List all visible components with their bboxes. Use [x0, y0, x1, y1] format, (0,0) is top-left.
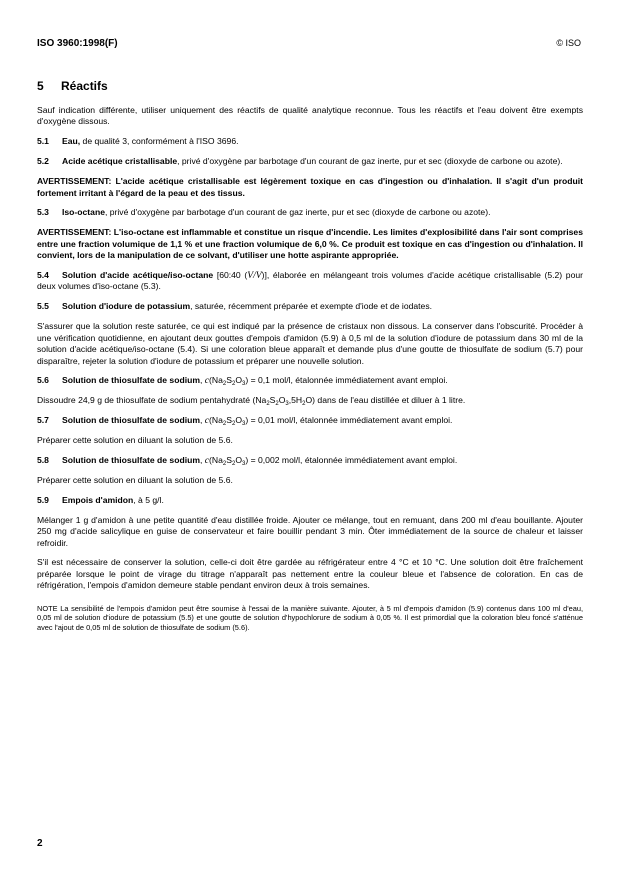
- item-5-7: 5.7 Solution de thiosulfate de sodium, $c(Na_2S_2O_3) = 0,01$ mol/l, étalonnée immédiatement avant emploi.: [37, 415, 453, 428]
- formula-na2s2o3: $(Na_2S_2O_3)$: [209, 415, 249, 428]
- warning-iso-octane: AVERTISSEMENT: L'iso-octane est inflammable et constitue un risque d'incendie. Les limites d'explosibilité dans l'air sont comprises entre une fraction volumique de 1,1 % et une fraction volumique de 6,0 %. Ce produit est toxique en cas d'ingestion ou d'inhalation. Il convient, lors de la manipulation de ce solvant, d'utiliser une hotte aspirante appropriée.: [37, 227, 583, 261]
- section-heading: [37, 79, 108, 93]
- item-5-9: 5.9 Empois d'amidon, à 5 g/l.: [37, 494, 164, 505]
- section-title: Réactifs: [61, 79, 108, 93]
- paragraph-5-6: Dissoudre 24,9 g de thiosulfate de sodium pentahydraté $(Na_2S_2O_3,5H_2O)$ dans de l'eau distillée et diluer à 1 litre.: [37, 395, 466, 408]
- paragraph-5-7: Préparer cette solution en diluant la solution de 5.6.: [37, 435, 233, 446]
- paragraph-5-5: S'assurer que la solution reste saturée, ce qui est indiqué par la présence de cristaux non dissous. La conserver dans l'obscurité. Procéder à une vérification quotidienne, en ajoutant deux gouttes d'empois d'amidon (5.9) à 0,5 ml de la solution d'iodure de potassium dans 30 ml de la solution d'acide acétique/iso-octane (5.4). Si une coloration bleue apparaît et demande plus d'une goutte de thiosulfate de sodium (5.7) pour disparaître, rejeter la solution d'iodure de potassium et préparer une nouvelle solution.: [37, 321, 583, 366]
- formula-na2s2o3: $(Na_2S_2O_3)$: [209, 455, 249, 468]
- item-5-1: 5.1 Eau, de qualité 3, conformément à l'ISO 3696.: [37, 136, 239, 147]
- formula-na2s2o3: $(Na_2S_2O_3)$: [209, 375, 249, 388]
- item-5-3: 5.3 Iso-octane, privé d'oxygène par barbotage d'un courant de gaz inerte, pur et sec (dioxyde de carbone ou azote).: [37, 207, 491, 218]
- warning-acetic-acid: AVERTISSEMENT: L'acide acétique cristallisable est légèrement toxique en cas d'ingestion ou d'inhalation. Il s'agit d'un produit fortement irritant à l'égard de la peau et des tissus.: [37, 176, 583, 198]
- item-5-6: 5.6 Solution de thiosulfate de sodium, $c(Na_2S_2O_3) = 0,1$ mol/l, étalonnée immédiatement avant emploi.: [37, 375, 448, 388]
- paragraph-5-9-a: Mélanger 1 g d'amidon à une petite quantité d'eau distillée froide. Ajouter ce mélange, tout en remuant, dans 200 ml d'eau bouillante. Ajouter 250 mg d'acide salicylique en guise de conservateur et faire bouillir pendant 3 min. Ôter immédiatement de la source de chaleur et laisser refroidir.: [37, 514, 583, 548]
- paragraph-5-9-b: S'il est nécessaire de conserver la solution, celle-ci doit être gardée au réfrigérateur entre 4 °C et 10 °C. Une solution doit être fraîchement préparée lorsque le point de virage du titrage n'apparaît pas nettement entre la couleur bleue et l'absence de coloration. En cas de réfrigération, l'empois d'amidon demeure stable pendant environ deux à trois semaines.: [37, 557, 583, 591]
- page-number: 2: [37, 838, 43, 849]
- intro-paragraph: Sauf indication différente, utiliser uniquement des réactifs de qualité analytique reconnue. Tous les réactifs et l'eau doivent être exempts d'oxygène dissous.: [37, 105, 583, 127]
- section-number: 5: [37, 79, 44, 93]
- document-id: ISO 3960:1998(F): [37, 38, 118, 49]
- page-header: [37, 38, 583, 52]
- paragraph-5-8: Préparer cette solution en diluant la solution de 5.6.: [37, 474, 233, 485]
- item-5-4: 5.4 Solution d'acide acétique/iso-octane [60:40 (V/V)], élaborée en mélangeant trois volumes d'acide acétique cristallisable (5.2) pour deux volumes d'iso-octane (5.3).: [37, 270, 584, 292]
- item-5-2: 5.2 Acide acétique cristallisable, privé d'oxygène par barbotage d'un courant de gaz inerte, pur et sec (dioxyde de carbone ou azote).: [37, 156, 563, 167]
- item-5-8: 5.8 Solution de thiosulfate de sodium, $c(Na_2S_2O_3) = 0,002$ mol/l, étalonnée immédiatement avant emploi.: [37, 455, 458, 468]
- copyright-notice: © ISO: [556, 38, 581, 48]
- section-body: [37, 105, 583, 641]
- note-paragraph: NOTE La sensibilité de l'empois d'amidon peut être soumise à l'essai de la manière suivante. Ajouter, à 5 ml d'empois d'amidon (5.9) contenus dans 100 ml d'eau, 0,05 ml de solution d'iodure de potassium (5.5) et une goutte de solution d'hypochlorure de sodium à 0,05 %. Il est primordial que la coloration bleu foncé s'atténue avec l'ajout de 0,05 ml de solution de thiosulfate de sodium (5.6).: [37, 603, 583, 632]
- item-5-5: 5.5 Solution d'iodure de potassium, saturée, récemment préparée et exempte d'iode et de iodates.: [37, 301, 433, 312]
